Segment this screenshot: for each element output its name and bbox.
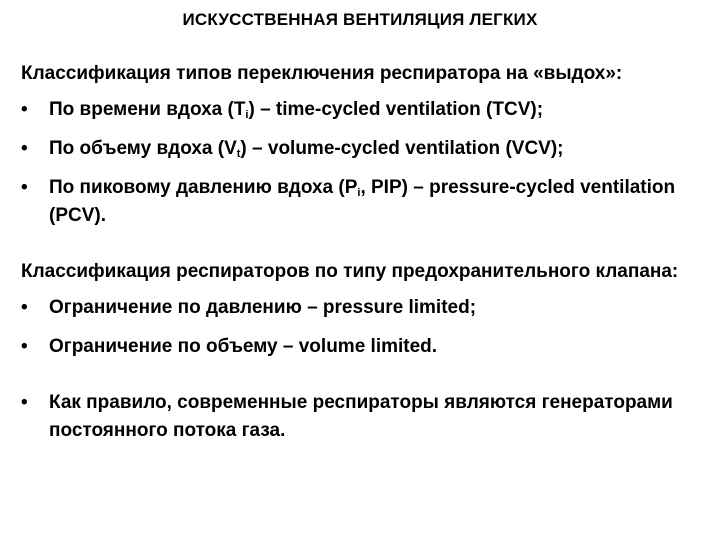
bullet-icon: •: [21, 138, 28, 159]
section2-heading: Классификация респираторов по типу предохранительного клапана:: [21, 261, 679, 282]
section2-item-1: • Ограничение по давлению – pressure limited;: [21, 294, 701, 322]
slide-content: [21, 60, 701, 445]
section1-item-1: • По времени вдоха $(T_i)$ – time-cycled ventilation (TCV);: [21, 96, 701, 124]
section2-item-2: • Ограничение по объему – volume limited.: [21, 333, 701, 361]
bullet-icon: •: [21, 177, 28, 198]
slide-title: ИСКУССТВЕННАЯ ВЕНТИЛЯЦИЯ ЛЕГКИХ: [182, 10, 538, 29]
bullet-icon: •: [21, 297, 28, 318]
bullet-icon: •: [21, 392, 28, 413]
section1-item-3: • По пиковому давлению вдоха ($P_i$, PIP) – pressure-cycled ventilation (PCV).: [21, 174, 701, 230]
section3-item-1: • Как правило, современные респираторы являются генераторами постоянного потока газа.: [21, 389, 701, 445]
section1-item-2: • По объему вдоха $(V_t)$ – volume-cycled ventilation (VCV);: [21, 135, 701, 163]
section1-heading: Классификация типов переключения респиратора на «выдох»:: [21, 63, 623, 84]
bullet-icon: •: [21, 336, 28, 357]
bullet-icon: •: [21, 99, 28, 120]
